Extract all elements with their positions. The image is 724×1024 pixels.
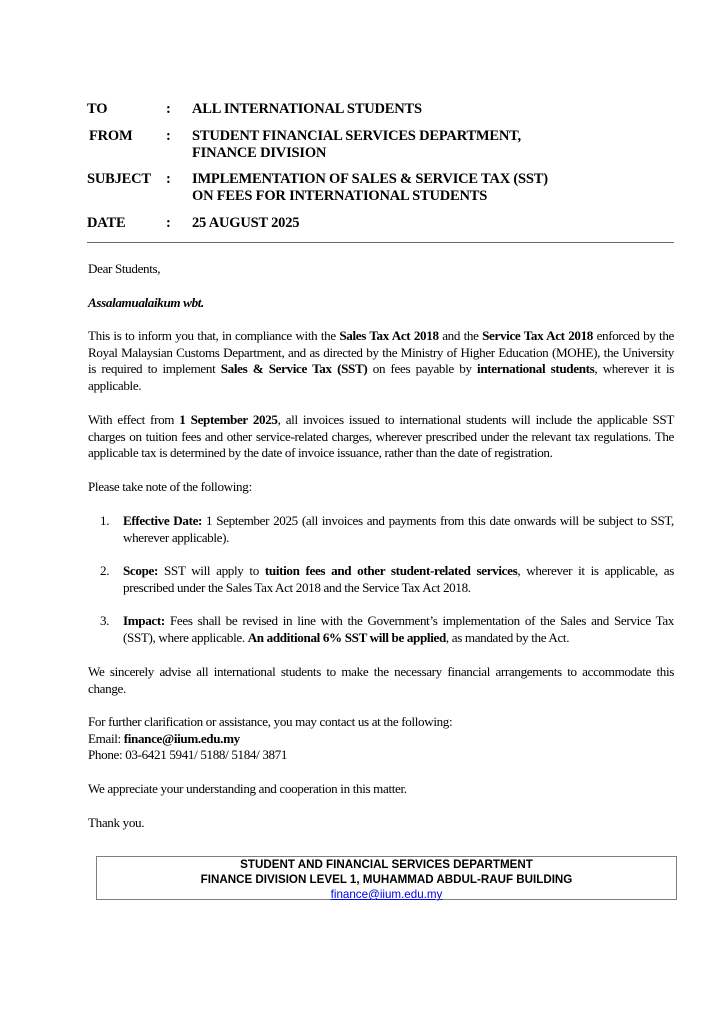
text-run: Fees shall be revised in line with the Government’s implementation of the Sales and Service Tax (SST), where applicable. — [123, 613, 674, 645]
list-number: 3. — [100, 613, 110, 628]
from-value-line1: STUDENT FINANCIAL SERVICES DEPARTMENT, — [192, 128, 521, 144]
closing — [88, 815, 674, 832]
paragraph-effective — [88, 412, 674, 462]
footer-box — [96, 856, 677, 900]
note-intro-text: Please take note of the following: — [88, 479, 252, 494]
subject-value — [192, 171, 548, 205]
date-label: DATE — [87, 215, 126, 231]
subject-label: SUBJECT — [87, 171, 151, 187]
list-text — [123, 513, 674, 546]
from-value — [192, 128, 521, 162]
bold-run: Sales Tax Act 2018 — [339, 328, 439, 343]
to-colon: : — [166, 101, 171, 117]
subject-value-line1: IMPLEMENTATION OF SALES & SERVICE TAX (SST) — [192, 171, 548, 187]
bold-run: international students — [477, 361, 595, 377]
from-label: FROM — [89, 128, 133, 144]
salutation — [88, 295, 674, 312]
footer-address: FINANCE DIVISION LEVEL 1, MUHAMMAD ABDUL-RAUF BUILDING — [200, 873, 573, 886]
phone-label: Phone: — [88, 747, 126, 763]
email-value: finance@iium.edu.my — [123, 730, 240, 746]
paragraph-advise-text: We sincerely advise all international students to make the necessary financial arrangements to accommodate this change. — [88, 664, 674, 696]
text-run: on fees payable by — [367, 361, 478, 377]
paragraph-effective-text — [88, 412, 674, 462]
text-run: enforced by the Royal Malaysian Customs Department, and as directed by the Ministry of Higher Education (MOHE), the University is required to implement — [88, 328, 675, 377]
footer-email-link[interactable]: finance@iium.edu.my — [330, 888, 443, 901]
list-text — [123, 613, 674, 646]
to-value: ALL INTERNATIONAL STUDENTS — [192, 101, 422, 117]
greeting-text: Dear Students, — [88, 261, 161, 276]
closing-text: Thank you. — [88, 815, 145, 830]
text-run: SST will apply to — [158, 563, 265, 578]
text-run: , all invoices issued to international students will include the applicable SST charges on tuition fees and other service-related charges, wherever prescribed under the relevant tax regulations. The applicable tax is determined by the date of invoice issuance, rather than the date of registration. — [88, 412, 674, 461]
footer-department: STUDENT AND FINANCIAL SERVICES DEPARTMENT — [240, 858, 533, 871]
bold-run: Service Tax Act 2018 — [482, 328, 594, 343]
appreciation — [88, 781, 674, 798]
bold-run: Scope: — [123, 563, 158, 578]
contact-email-line — [88, 731, 674, 748]
from-value-line2: FINANCE DIVISION — [192, 145, 327, 161]
subject-colon: : — [166, 171, 171, 187]
bold-run: Sales & Service Tax (SST) — [220, 361, 368, 377]
list-number: 1. — [100, 513, 110, 528]
text-run: This is to inform you that, in compliance with the — [88, 328, 340, 343]
note-intro — [88, 479, 674, 496]
bold-run: Effective Date: — [123, 513, 203, 528]
contact-block — [88, 714, 674, 764]
text-run: , as mandated by the Act. — [445, 629, 570, 645]
phone-value: 03-6421 5941/ 5188/ 5184/ 3871 — [125, 747, 288, 763]
to-label: TO — [87, 101, 108, 117]
text-run: , wherever it is applicable, as prescribed under the Sales Tax Act 2018 and the Service Tax Act 2018. — [123, 563, 674, 595]
header-divider — [87, 242, 674, 243]
text-run: With effect from — [88, 412, 180, 427]
date-value: 25 AUGUST 2025 — [192, 215, 300, 231]
paragraph-intro-text — [88, 328, 674, 394]
bold-run: tuition fees and other student-related services — [264, 563, 518, 578]
list-number: 2. — [100, 563, 110, 578]
bold-run: 1 September 2025 — [179, 412, 278, 427]
salutation-text: Assalamualaikum wbt. — [88, 295, 204, 310]
subject-value-line2: ON FEES FOR INTERNATIONAL STUDENTS — [192, 188, 488, 204]
bold-run: Impact: — [123, 613, 165, 628]
contact-intro: For further clarification or assistance, you may contact us at the following: — [88, 714, 453, 729]
email-label: Email: — [88, 730, 124, 746]
from-colon: : — [166, 128, 171, 144]
text-run: , wherever it is applicable. — [88, 361, 674, 393]
bold-run: An additional 6% SST will be applied — [247, 629, 446, 645]
text-run: and the — [438, 328, 483, 343]
paragraph-advise — [88, 664, 674, 697]
contact-phone-line — [88, 747, 674, 764]
list-text — [123, 563, 674, 596]
paragraph-intro — [88, 328, 674, 394]
greeting — [88, 261, 674, 278]
date-colon: : — [166, 215, 171, 231]
text-run: 1 September 2025 (all invoices and payments from this date onwards will be subject to SST, wherever applicable). — [123, 513, 674, 545]
appreciation-text: We appreciate your understanding and cooperation in this matter. — [88, 781, 407, 796]
